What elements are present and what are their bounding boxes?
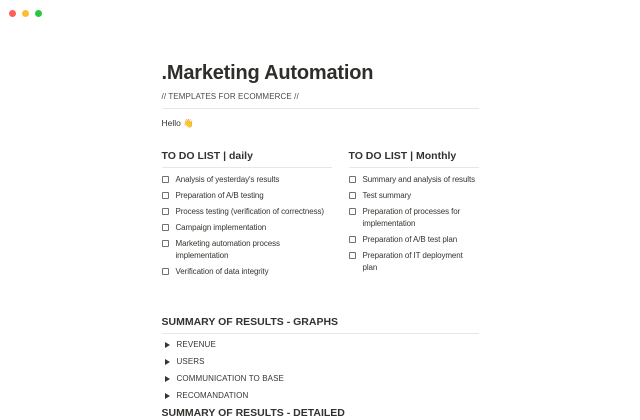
todo-item-label: Verification of data integrity xyxy=(175,267,269,276)
page-title: .Marketing Automation xyxy=(161,62,374,84)
toggle-label: COMMUNICATION TO BASE xyxy=(176,374,284,383)
checkbox-unchecked[interactable] xyxy=(162,208,169,215)
close-button[interactable] xyxy=(9,10,16,17)
checkbox-unchecked[interactable] xyxy=(162,176,169,183)
summary-graphs-section xyxy=(162,316,479,402)
divider xyxy=(349,167,479,168)
greeting-label: Hello xyxy=(161,118,181,128)
toggle-row xyxy=(162,356,479,368)
todo-item xyxy=(162,266,332,278)
todo-item-label: Preparation of A/B test plan xyxy=(362,235,458,244)
todo-item xyxy=(162,174,332,186)
todo-item xyxy=(162,206,332,218)
checkbox-unchecked[interactable] xyxy=(162,240,169,247)
page-subtitle: // TEMPLATES FOR ECOMMERCE // xyxy=(161,92,299,101)
window-titlebar xyxy=(0,0,640,26)
toggle-arrow-icon[interactable] xyxy=(165,393,170,399)
notion-page xyxy=(162,0,479,420)
toggle-label: USERS xyxy=(176,357,205,366)
todo-item xyxy=(162,222,332,234)
todo-item-label: Preparation of processes for implementation xyxy=(362,207,461,228)
todo-columns xyxy=(162,150,479,282)
todo-item xyxy=(349,234,479,246)
checkbox-unchecked[interactable] xyxy=(349,192,356,199)
checkbox-unchecked[interactable] xyxy=(162,224,169,231)
toggle-row xyxy=(162,373,479,385)
checkbox-unchecked[interactable] xyxy=(162,192,169,199)
todo-monthly-heading: TO DO LIST | Monthly xyxy=(348,150,457,162)
greeting-text xyxy=(162,118,479,129)
toggle-row xyxy=(162,339,479,351)
toggle-label: RECOMANDATION xyxy=(176,391,249,400)
todo-item-label: Test summary xyxy=(362,191,412,200)
minimize-button[interactable] xyxy=(22,10,29,17)
todo-item xyxy=(162,238,332,262)
todo-item-label: Analysis of yesterday's results xyxy=(175,175,280,184)
checkbox-unchecked[interactable] xyxy=(162,268,169,275)
todo-daily-column xyxy=(162,150,332,282)
summary-graphs-toggles xyxy=(162,339,479,402)
checkbox-unchecked[interactable] xyxy=(349,252,356,259)
todo-item-label: Preparation of A/B testing xyxy=(175,191,264,200)
todo-daily-list xyxy=(162,174,332,278)
todo-item-label: Summary and analysis of results xyxy=(362,175,476,184)
summary-graphs-heading: SUMMARY OF RESULTS - GRAPHS xyxy=(161,316,339,328)
checkbox-unchecked[interactable] xyxy=(349,236,356,243)
todo-item xyxy=(349,174,479,186)
todo-monthly-column xyxy=(349,150,479,282)
divider xyxy=(162,167,332,168)
todo-monthly-list xyxy=(349,174,479,274)
todo-daily-heading: TO DO LIST | daily xyxy=(161,150,253,162)
toggle-label: REVENUE xyxy=(176,340,216,349)
divider xyxy=(162,333,479,334)
todo-item xyxy=(349,190,479,202)
todo-item xyxy=(349,206,479,230)
window-controls xyxy=(9,10,42,17)
divider xyxy=(162,108,479,109)
todo-item-label: Marketing automation process implementation xyxy=(175,239,280,260)
zoom-button[interactable] xyxy=(35,10,42,17)
toggle-arrow-icon[interactable] xyxy=(165,376,170,382)
toggle-arrow-icon[interactable] xyxy=(165,342,170,348)
toggle-arrow-icon[interactable] xyxy=(165,359,170,365)
todo-item-label: Campaign implementation xyxy=(175,223,267,232)
todo-item xyxy=(162,190,332,202)
todo-item xyxy=(349,250,479,274)
waving-hand-emoji: 👋 xyxy=(183,118,194,128)
summary-detailed-heading: SUMMARY OF RESULTS - DETAILED xyxy=(161,407,345,419)
checkbox-unchecked[interactable] xyxy=(349,176,356,183)
todo-item-label: Process testing (verification of correctness) xyxy=(175,207,324,216)
toggle-row xyxy=(162,390,479,402)
checkbox-unchecked[interactable] xyxy=(349,208,356,215)
todo-item-label: Preparation of IT deployment plan xyxy=(362,251,463,272)
